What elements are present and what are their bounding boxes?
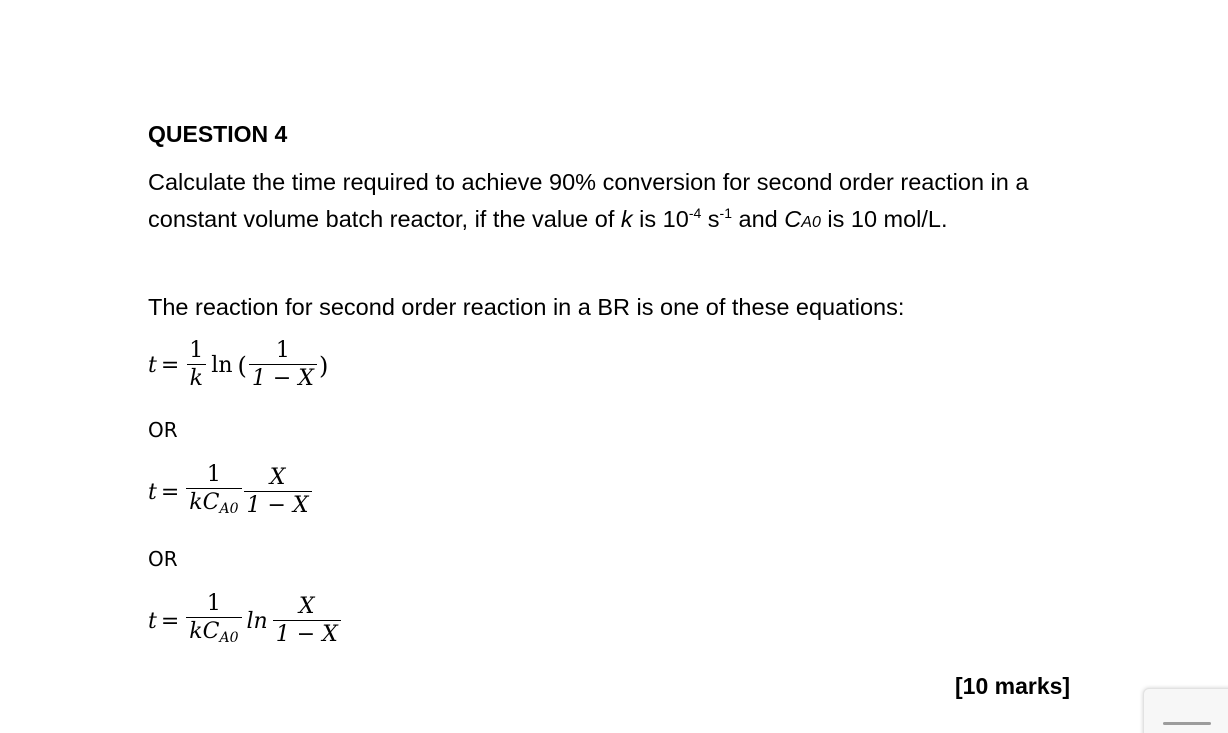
eq2-k: k [189, 490, 203, 515]
eq3-ln: ln [246, 609, 268, 634]
eq1-open-paren: ( [237, 351, 247, 380]
eq2-frac2-denominator: 1 − X [244, 491, 312, 520]
eq3-frac1-numerator: 1 [206, 591, 221, 616]
eq2-fraction-1 [186, 462, 241, 523]
c-symbol: C [784, 206, 802, 232]
equation-3 [148, 591, 342, 652]
question-text-line-2 [148, 198, 948, 238]
eq1-lhs: t [148, 353, 157, 378]
eq1-close-paren: ) [318, 351, 329, 380]
eq2-c: C [202, 490, 220, 515]
eq1-fraction-2 [249, 338, 317, 393]
corner-widget-handle-icon [1163, 722, 1211, 725]
eq2-fraction-2 [244, 465, 312, 520]
eq1-frac1-denominator: k [187, 364, 206, 393]
equation-2 [148, 462, 313, 523]
equation-1 [148, 338, 329, 393]
eq3-fraction-2 [273, 594, 341, 649]
question-text-line-1: Calculate the time required to achieve 90% conversion for second order reaction in a [148, 169, 1029, 195]
c-subscript: A0 [801, 214, 821, 231]
eq2-lhs: t [148, 480, 157, 505]
eq3-frac1-denominator [186, 617, 241, 652]
eq1-fraction-1 [186, 338, 206, 393]
eq3-c-subscript: A0 [219, 630, 239, 646]
question-text-part: s [701, 206, 720, 232]
eq3-frac2-numerator: X [298, 594, 315, 619]
eq2-c-subscript: A0 [219, 501, 239, 517]
eq2-frac2-numerator: X [269, 465, 286, 490]
eq3-k: k [189, 619, 203, 644]
eq3-frac2-denominator: 1 − X [273, 620, 341, 649]
eq1-equals: = [160, 353, 180, 378]
question-text-part: is 10 mol/L. [820, 206, 948, 232]
eq3-equals: = [160, 609, 180, 634]
eq2-frac1-denominator [186, 488, 241, 523]
eq1-frac2-numerator: 1 [275, 338, 290, 363]
k-symbol: k [620, 206, 633, 232]
question-text-part: constant volume batch reactor, if the value of [148, 206, 621, 232]
or-label-2: OR [148, 547, 178, 571]
eq1-frac1-numerator: 1 [189, 338, 204, 363]
unit-exponent: -1 [719, 205, 732, 221]
eq1-ln: ln [211, 353, 233, 378]
k-exponent: -4 [688, 205, 702, 221]
eq2-equals: = [160, 480, 180, 505]
question-heading: QUESTION 4 [148, 121, 288, 147]
or-label-1: OR [148, 418, 178, 442]
eq2-frac1-numerator: 1 [206, 462, 221, 487]
corner-widget[interactable] [1143, 688, 1228, 733]
marks-label: [10 marks] [955, 673, 1071, 699]
eq3-fraction-1 [186, 591, 241, 652]
question-text-part: and [732, 206, 785, 232]
eq3-c: C [202, 619, 220, 644]
eq3-lhs: t [148, 609, 157, 634]
question-text-part: is 10 [632, 206, 689, 232]
eq1-frac2-denominator: 1 − X [249, 364, 317, 393]
equations-intro: The reaction for second order reaction in a BR is one of these equations: [148, 294, 905, 320]
